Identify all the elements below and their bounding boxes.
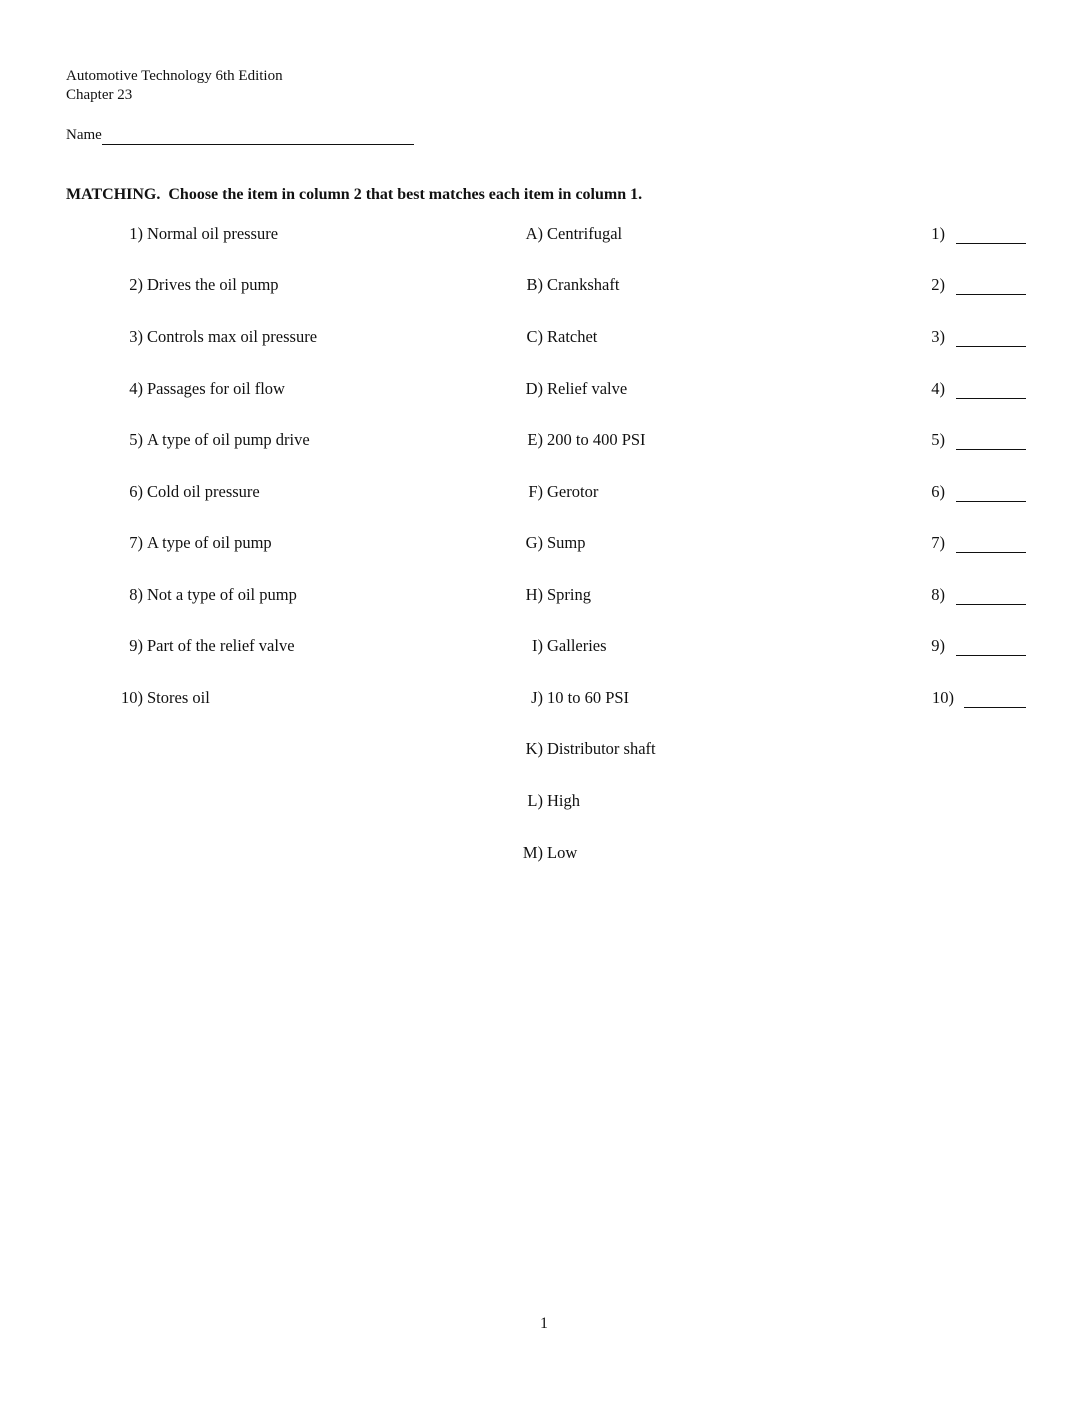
answer-number: 4) xyxy=(931,379,945,398)
chapter-label: Chapter 23 xyxy=(66,87,133,103)
answer-blank[interactable] xyxy=(956,532,1026,553)
question-number: 6) xyxy=(129,482,143,501)
option-letter: F) xyxy=(528,482,543,501)
question-text: Drives the oil pump xyxy=(147,275,279,294)
option-letter: A) xyxy=(525,224,543,243)
answer-blank[interactable] xyxy=(956,274,1026,295)
name-blank-line[interactable] xyxy=(102,127,414,145)
option-text: Relief valve xyxy=(547,379,628,398)
question-text: Controls max oil pressure xyxy=(147,327,318,346)
option-letter: I) xyxy=(532,636,543,655)
option-row xyxy=(0,842,1088,864)
option-text: Galleries xyxy=(547,636,607,655)
option-row xyxy=(0,790,1088,812)
option-letter: E) xyxy=(527,430,543,449)
question-text: Cold oil pressure xyxy=(147,482,260,501)
question-text: Stores oil xyxy=(147,688,210,707)
question-number: 3) xyxy=(129,327,143,346)
option-text: Spring xyxy=(547,585,592,604)
option-letter: G) xyxy=(525,533,543,552)
option-letter: C) xyxy=(526,327,543,346)
answer-blank[interactable] xyxy=(956,584,1026,605)
question-text: Part of the relief valve xyxy=(147,636,295,655)
question-number: 4) xyxy=(129,379,143,398)
option-text: Gerotor xyxy=(547,482,599,501)
option-text: Sump xyxy=(547,533,586,552)
option-letter: L) xyxy=(527,791,543,810)
option-letter: D) xyxy=(525,379,543,398)
answer-number: 2) xyxy=(931,275,945,294)
option-text: 200 to 400 PSI xyxy=(547,430,646,449)
question-number: 7) xyxy=(129,533,143,552)
matching-instructions: MATCHING. Choose the item in column 2 that best matches each item in column 1. xyxy=(66,186,643,203)
question-text: Normal oil pressure xyxy=(147,224,279,243)
option-letter: H) xyxy=(525,585,543,604)
option-letter: K) xyxy=(525,739,543,758)
answer-row xyxy=(0,274,1088,296)
question-number: 1) xyxy=(129,224,143,243)
question-text: Passages for oil flow xyxy=(147,379,285,398)
answer-row xyxy=(0,687,1088,709)
answer-number: 1) xyxy=(931,224,945,243)
answer-row xyxy=(0,481,1088,503)
answer-blank[interactable] xyxy=(956,635,1026,656)
question-number: 5) xyxy=(129,430,143,449)
option-text: Crankshaft xyxy=(547,275,620,294)
answer-row xyxy=(0,223,1088,245)
question-text: Not a type of oil pump xyxy=(147,585,297,604)
answer-number: 8) xyxy=(931,585,945,604)
answer-row xyxy=(0,378,1088,400)
name-label: Name xyxy=(66,127,102,143)
option-text: Distributor shaft xyxy=(547,739,656,758)
answer-blank[interactable] xyxy=(964,687,1026,708)
answer-row xyxy=(0,584,1088,606)
answer-blank[interactable] xyxy=(956,223,1026,244)
answer-row xyxy=(0,635,1088,657)
answer-blank[interactable] xyxy=(956,429,1026,450)
answer-number: 5) xyxy=(931,430,945,449)
question-number: 8) xyxy=(129,585,143,604)
option-letter: B) xyxy=(526,275,543,294)
name-field xyxy=(66,126,414,145)
answer-number: 10) xyxy=(932,688,954,707)
question-text: A type of oil pump xyxy=(147,533,272,552)
question-number: 9) xyxy=(129,636,143,655)
question-number: 10) xyxy=(121,688,143,707)
book-title: Automotive Technology 6th Edition xyxy=(66,68,283,84)
option-text: Ratchet xyxy=(547,327,598,346)
answer-blank[interactable] xyxy=(956,378,1026,399)
option-row xyxy=(0,738,1088,760)
answer-number: 6) xyxy=(931,482,945,501)
option-letter: J) xyxy=(531,688,543,707)
page-number: 1 xyxy=(540,1315,548,1332)
answer-row xyxy=(0,326,1088,348)
answer-blank[interactable] xyxy=(956,326,1026,347)
option-text: 10 to 60 PSI xyxy=(547,688,630,707)
answer-number: 3) xyxy=(931,327,945,346)
answer-blank[interactable] xyxy=(956,481,1026,502)
question-number: 2) xyxy=(129,275,143,294)
option-letter: M) xyxy=(522,843,543,862)
option-text: High xyxy=(547,791,580,810)
answer-number: 7) xyxy=(931,533,945,552)
answer-row xyxy=(0,429,1088,451)
question-text: A type of oil pump drive xyxy=(147,430,310,449)
answer-row xyxy=(0,532,1088,554)
option-text: Low xyxy=(547,843,578,862)
answer-number: 9) xyxy=(931,636,945,655)
option-text: Centrifugal xyxy=(547,224,623,243)
